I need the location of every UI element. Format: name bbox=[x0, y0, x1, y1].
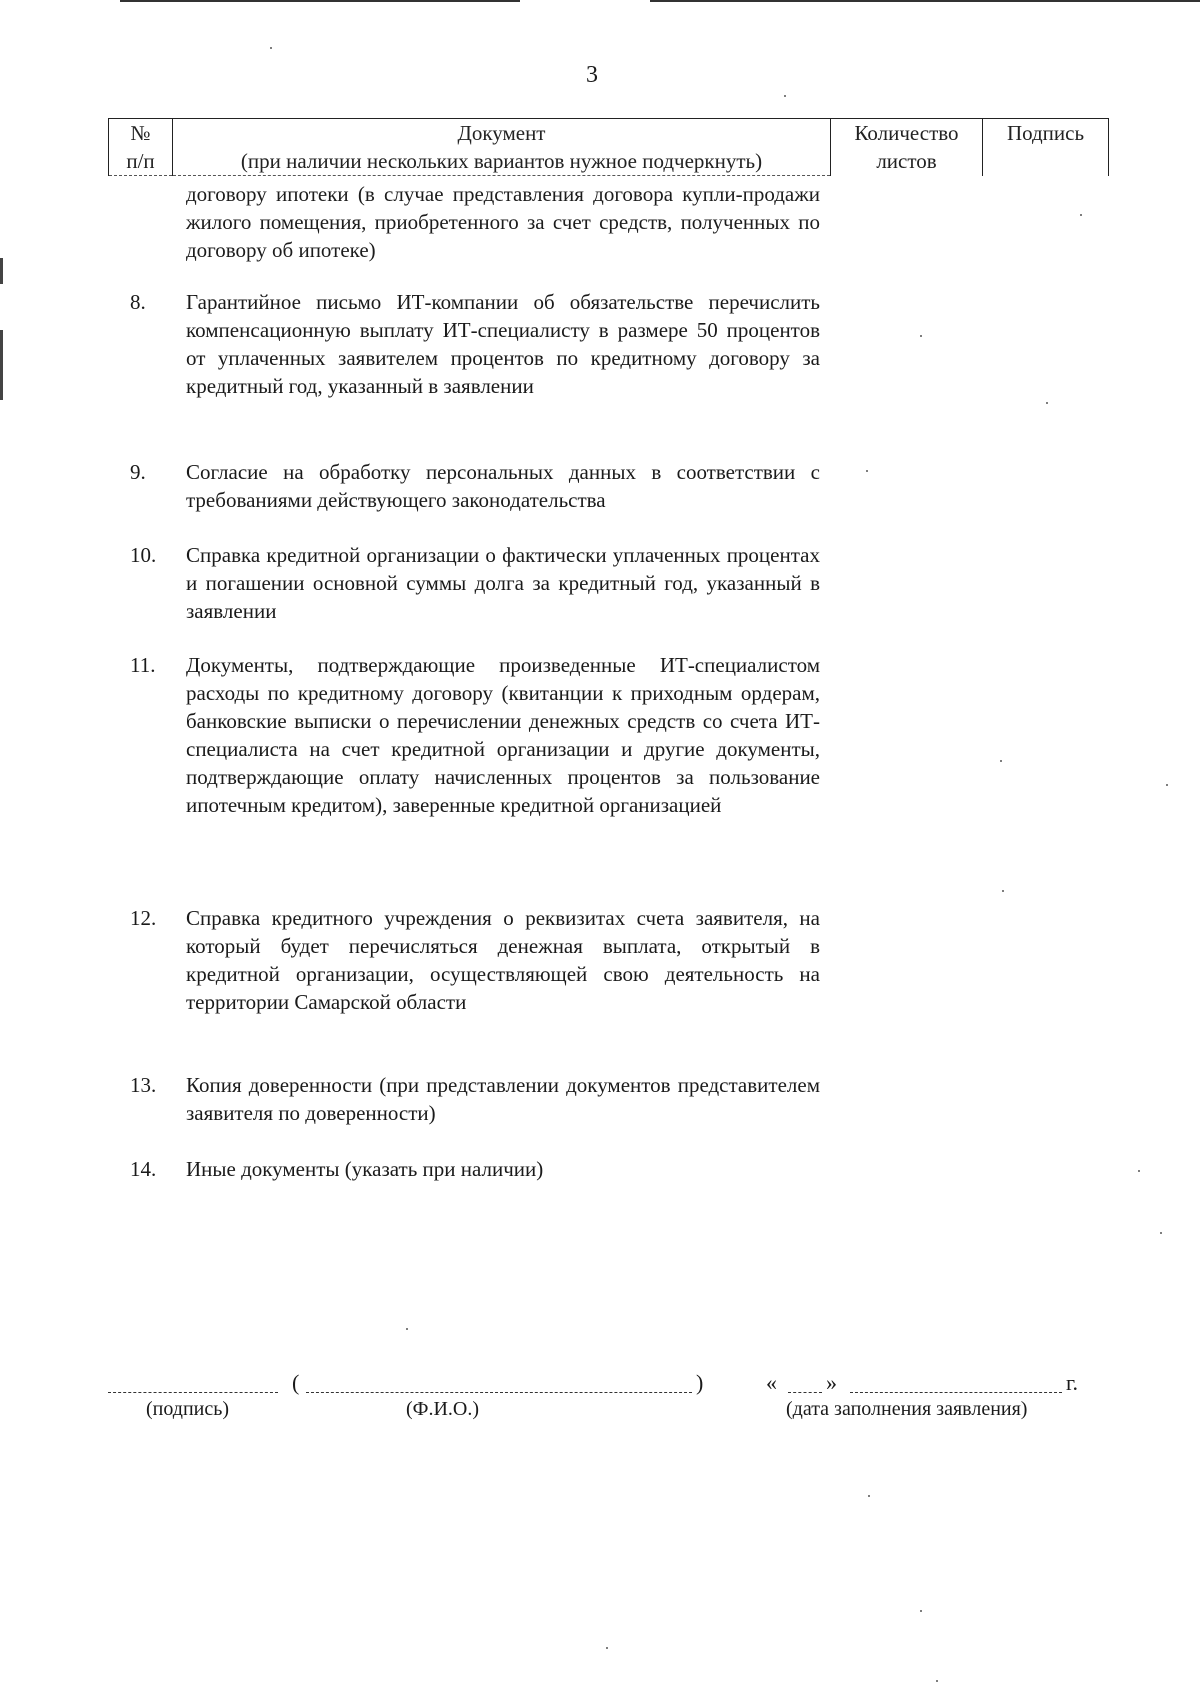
item-text: Гарантийное письмо ИТ-компании об обязательстве перечислить компенсационную выплату ИТ-специалисту в размере 50 процентов от уплаченных заявителем процентов по кредитному договору за кредитный год, указанный в заявлении bbox=[186, 290, 820, 398]
scan-margin-mark bbox=[0, 258, 3, 284]
scan-speck bbox=[784, 95, 786, 97]
scan-speck bbox=[406, 1328, 408, 1330]
continuation-text: договору ипотеки (в случае представления договора купли-продажи жилого помещения, приобретенного за счет средств, полученных по договору об ипотеке) bbox=[186, 182, 820, 262]
scan-speck bbox=[920, 1610, 922, 1612]
header-sheets-label: Количество bbox=[854, 121, 959, 145]
full-name-line bbox=[306, 1370, 692, 1393]
date-open-quote: « bbox=[766, 1370, 777, 1395]
header-cell-sheets bbox=[831, 119, 983, 176]
item-number: 11. bbox=[130, 653, 156, 677]
scan-speck bbox=[1080, 214, 1082, 216]
date-month-year-line bbox=[850, 1370, 1062, 1393]
scan-speck bbox=[1000, 760, 1002, 762]
item-text: Копия доверенности (при представлении документов представителем заявителя по доверенности) bbox=[186, 1073, 820, 1125]
full-name-caption: (Ф.И.О.) bbox=[406, 1398, 480, 1420]
header-cell-signature bbox=[983, 119, 1109, 176]
item-number: 12. bbox=[130, 906, 157, 930]
item-number: 9. bbox=[130, 460, 146, 484]
header-document-sublabel: (при наличии нескольких вариантов нужное подчеркнуть) bbox=[240, 149, 763, 173]
item-text: Справка кредитной организации о фактически уплаченных процентах и погашении основной суммы долга за кредитный год, указанный в заявлении bbox=[186, 543, 820, 623]
date-caption: (дата заполнения заявления) bbox=[786, 1398, 1028, 1420]
name-close-paren: ) bbox=[696, 1370, 704, 1395]
name-open-paren: ( bbox=[292, 1370, 300, 1395]
scan-speck bbox=[606, 1647, 608, 1649]
scan-speck bbox=[1160, 1232, 1162, 1234]
scan-margin-mark bbox=[0, 330, 3, 400]
year-suffix: г. bbox=[1066, 1370, 1079, 1395]
scan-speck bbox=[1138, 1170, 1140, 1172]
scan-speck bbox=[936, 1680, 938, 1682]
header-cell-document bbox=[173, 119, 831, 176]
signature-caption: (подпись) bbox=[146, 1398, 230, 1420]
header-number-label: № bbox=[130, 121, 151, 145]
item-text: Справка кредитного учреждения о реквизитах счета заявителя, на который будет перечисляться денежная выплата, открытый в кредитной организации, осуществляющей свою деятельность на территории Самарской области bbox=[186, 906, 820, 1014]
signature-block bbox=[108, 1370, 1088, 1420]
signature-line bbox=[108, 1370, 278, 1393]
item-number: 13. bbox=[130, 1073, 157, 1097]
item-text: Документы, подтверждающие произведенные ИТ-специалистом расходы по кредитному договору (квитанции к приходным ордерам, банковские выписки о перечислении денежных средств со счета ИТ-специалиста на счет кредитной организации и другие документы, подтверждающие оплату начисленных процентов за пользование ипотечным кредитом), заверенные кредитной организацией bbox=[186, 653, 820, 817]
item-text: Иные документы (указать при наличии) bbox=[186, 1157, 544, 1181]
header-cell-number bbox=[109, 119, 173, 176]
documents-table-header bbox=[108, 118, 1109, 176]
scan-speck bbox=[920, 335, 922, 337]
scan-speck bbox=[866, 470, 868, 472]
item-number: 10. bbox=[130, 543, 157, 567]
item-number: 8. bbox=[130, 290, 146, 314]
header-sheets-sublabel: листов bbox=[876, 149, 937, 173]
item-text: Согласие на обработку персональных данных в соответствии с требованиями действующего законодательства bbox=[186, 460, 820, 512]
item-number: 14. bbox=[130, 1157, 157, 1181]
page-number: 3 bbox=[586, 62, 598, 88]
scan-speck bbox=[868, 1495, 870, 1497]
scan-edge-line bbox=[120, 0, 520, 2]
scan-speck bbox=[1046, 402, 1048, 404]
header-signature-label: Подпись bbox=[1006, 121, 1085, 145]
scan-speck bbox=[270, 47, 272, 49]
scan-speck bbox=[1166, 784, 1168, 786]
date-day-line bbox=[788, 1370, 822, 1393]
scan-edge-line bbox=[650, 0, 1200, 2]
date-close-quote: » bbox=[826, 1370, 837, 1395]
scan-speck bbox=[1002, 890, 1004, 892]
header-number-sublabel: п/п bbox=[126, 149, 155, 173]
header-document-label: Документ bbox=[457, 121, 546, 145]
